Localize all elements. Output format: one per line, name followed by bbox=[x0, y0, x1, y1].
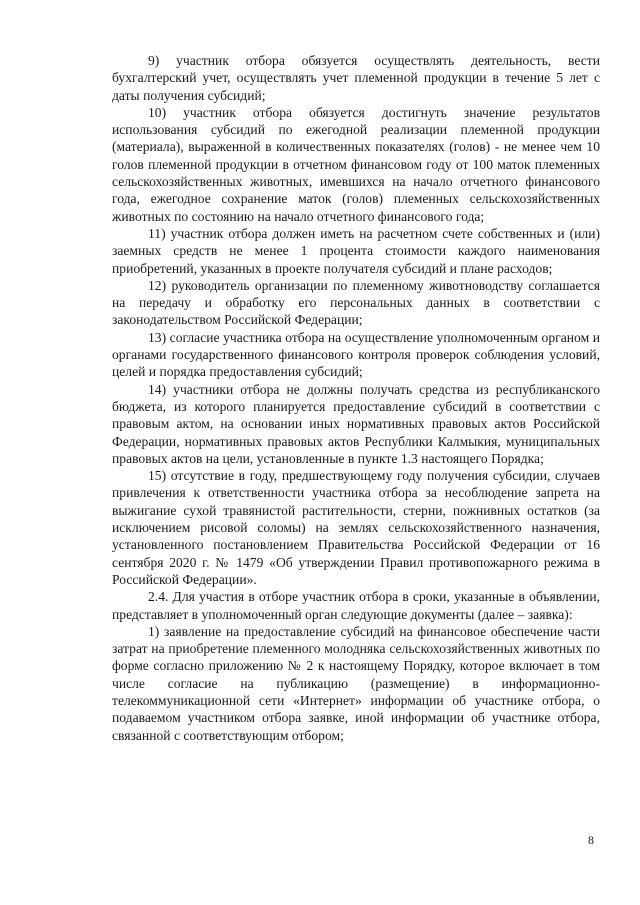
paragraph-item-15: 15) отсутствие в году, предшествующему году получения субсидии, случаев привлечения к ответственности участника отбора за несоблюдение запрета на выжигание сухой травянистой растительности, стерни, пожнивных остатков (за исключением рисовой соломы) на землях сельскохозяйственного назначения, установленного постановлением Правительства Российской Федерации от 16 сентября 2020 г. № 1479 «Об утверждении Правил противопожарного режима в Российской Федерации». bbox=[112, 468, 600, 587]
paragraph-item-12: 12) руководитель организации по племенному животноводству соглашается на передачу и обработку его персональных данных в соответствии с законодательством Российской Федерации; bbox=[112, 277, 600, 328]
paragraph-item-13: 13) согласие участника отбора на осуществление уполномоченным органом и органами государственного финансового контроля проверок соблюдения условий, целей и порядка предоставления субсидий; bbox=[112, 329, 600, 380]
paragraph-section-2-4: 2.4. Для участия в отборе участник отбора в сроки, указанные в объявлении, представляет в уполномоченный орган следующие документы (далее – заявка): bbox=[112, 589, 600, 622]
paragraph-item-14: 14) участники отбора не должны получать средства из республиканского бюджета, из которого планируется предоставление субсидий в соответствии с правовым актом, на основании иных нормативных правовых актов Российской Федерации, нормативных правовых актов Республики Калмыкия, муниципальных правовых актов на цели, установленные в пункте 1.3 настоящего Порядка; bbox=[112, 381, 600, 466]
paragraph-item-10: 10) участник отбора обязуется достигнуть значение результатов использования субсидий по ежегодной реализации племенной продукции (материала), выраженной в количественных показателях (голов) - не менее чем 10 голов племенной продукции в отчетном финансовом году от 100 маток племенных сельскохозяйственных животных, имевшихся на начало отчетного финансового года, ежегодное сохранение маток (голов) племенных сельскохозяйственных животных по состоянию на начало отчетного финансового года; bbox=[112, 104, 600, 224]
page-number: 8 bbox=[588, 833, 594, 847]
paragraph-item-11: 11) участник отбора должен иметь на расчетном счете собственных и (или) заемных средств не менее 1 процента стоимости каждого наименования приобретений, указанных в проекте получателя субсидий и плане расходов; bbox=[112, 225, 600, 276]
paragraph-item-9: 9) участник отбора обязуется осуществлять деятельность, вести бухгалтерский учет, осуществлять учет племенной продукции в течение 5 лет с даты получения субсидий; bbox=[112, 53, 600, 103]
paragraph-list-item-1: 1) заявление на предоставление субсидий на финансовое обеспечение части затрат на приобретение племенного молодняка сельскохозяйственных животных по форме согласно приложению № 2 к настоящему Порядку, которое включает в том числе согласие на публикацию (размещение) в информационно-телекоммуникационной сети «Интернет» информации об участнике отбора, о подаваемом участником отбора заявке, иной информации об участнике отбора, связанной с соответствующим отбором; bbox=[112, 623, 600, 743]
